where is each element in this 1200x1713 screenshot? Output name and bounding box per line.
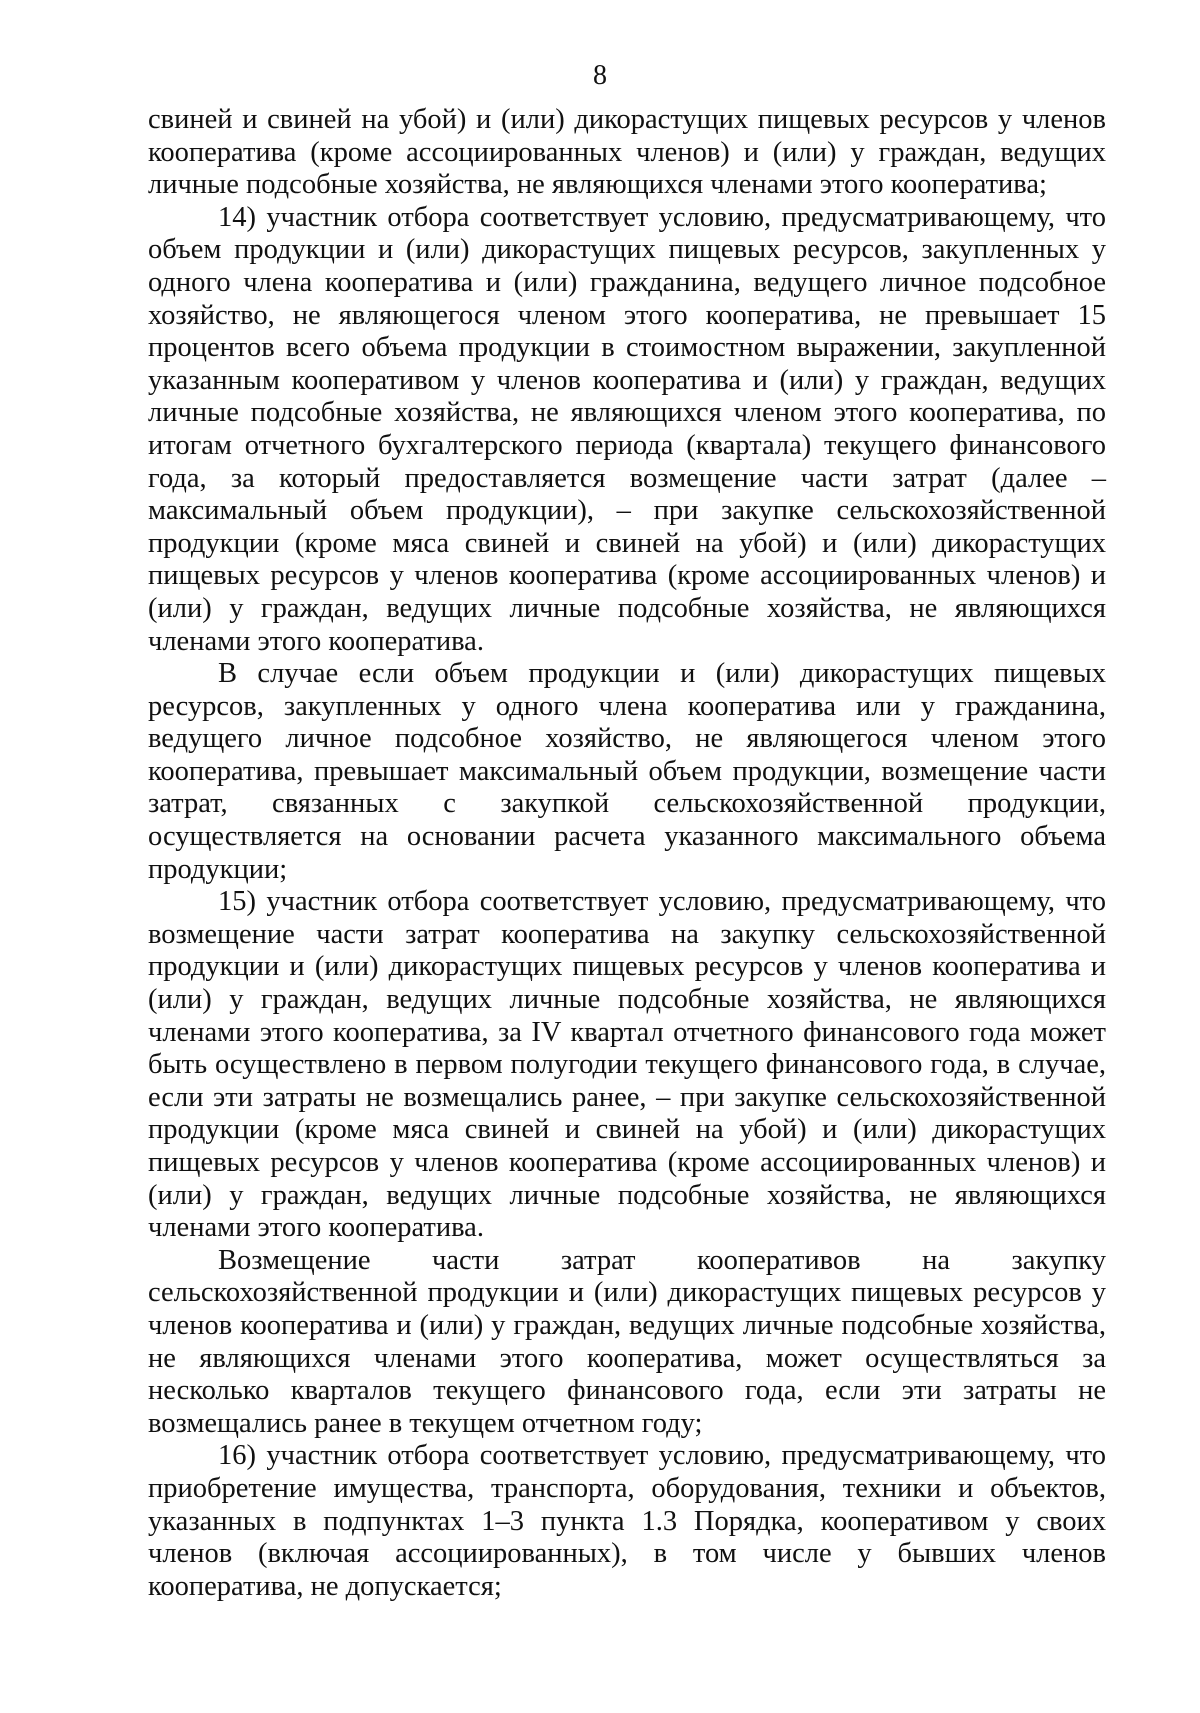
- page-number: 8: [593, 60, 607, 91]
- document-body: [148, 104, 1106, 1603]
- paragraph-item-14-note: В случае если объем продукции и (или) дикорастущих пищевых ресурсов, закупленных у одного члена кооператива или у гражданина, ведущего личное подсобное хозяйство, не являющегося членом этого кооператива, превышает максимальный объем продукции, возмещение части затрат, связанных с закупкой сельскохозяйственной продукции, осуществляется на основании расчета указанного максимального объема продукции;: [148, 658, 1106, 885]
- paragraph-item-15-note: Возмещение части затрат кооперативов на закупку сельскохозяйственной продукции и (или) дикорастущих пищевых ресурсов у членов кооператива и (или) у граждан, ведущих личные подсобные хозяйства, не являющихся членами этого кооператива, может осуществляться за несколько кварталов текущего финансового года, если эти затраты не возмещались ранее в текущем отчетном году;: [148, 1244, 1106, 1439]
- paragraph-continuation: свиней и свиней на убой) и (или) дикорастущих пищевых ресурсов у членов кооператива (кроме ассоциированных членов) и (или) у граждан, ведущих личные подсобные хозяйства, не являющихся членами этого кооператива;: [148, 104, 1106, 201]
- paragraph-item-15: 15) участник отбора соответствует условию, предусматривающему, что возмещение части затрат кооператива на закупку сельскохозяйственной продукции и (или) дикорастущих пищевых ресурсов у членов кооператива и (или) у граждан, ведущих личные подсобные хозяйства, не являющихся членами этого кооператива, за IV квартал отчетного финансового года может быть осуществлено в первом полугодии текущего финансового года, в случае, если эти затраты не возмещались ранее, – при закупке сельскохозяйственной продукции (кроме мяса свиней и свиней на убой) и (или) дикорастущих пищевых ресурсов у членов кооператива (кроме ассоциированных членов) и (или) у граждан, ведущих личные подсобные хозяйства, не являющихся членами этого кооператива.: [148, 886, 1106, 1244]
- paragraph-item-14: 14) участник отбора соответствует условию, предусматривающему, что объем продукции и (или) дикорастущих пищевых ресурсов, закупленных у одного члена кооператива и (или) гражданина, ведущего личное подсобное хозяйство, не являющегося членом этого кооператива, не превышает 15 процентов всего объема продукции в стоимостном выражении, закупленной указанным кооперативом у членов кооператива и (или) у граждан, ведущих личные подсобные хозяйства, не являющихся членом этого кооператива, по итогам отчетного бухгалтерского периода (квартала) текущего финансового года, за который предоставляется возмещение части затрат (далее – максимальный объем продукции), – при закупке сельскохозяйственной продукции (кроме мяса свиней и свиней на убой) и (или) дикорастущих пищевых ресурсов у членов кооператива (кроме ассоциированных членов) и (или) у граждан, ведущих личные подсобные хозяйства, не являющихся членами этого кооператива.: [148, 201, 1106, 657]
- paragraph-item-16: 16) участник отбора соответствует условию, предусматривающему, что приобретение имущества, транспорта, оборудования, техники и объектов, указанных в подпунктах 1–3 пункта 1.3 Порядка, кооперативом у своих членов (включая ассоциированных), в том числе у бывших членов кооператива, не допускается;: [148, 1440, 1106, 1602]
